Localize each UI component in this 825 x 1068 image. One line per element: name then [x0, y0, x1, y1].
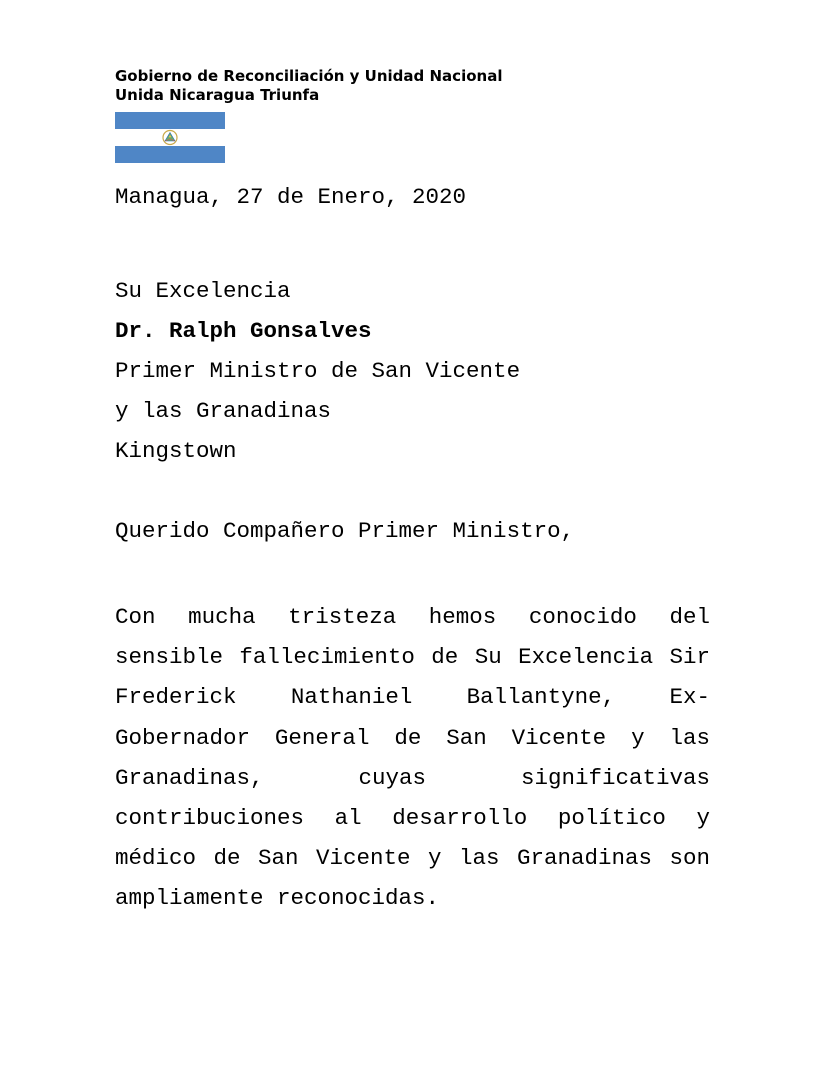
nicaragua-flag-icon	[115, 112, 225, 163]
recipient-city: Kingstown	[115, 438, 237, 464]
salutation: Querido Compañero Primer Ministro,	[115, 518, 575, 544]
letterhead	[115, 67, 502, 105]
body-paragraph: Con mucha tristeza hemos conocido del sensible fallecimiento de Su Excelencia Sir Frederick Nathaniel Ballantyne, Ex-Gobernador General de San Vicente y las Granadinas, cuyas significativas contribuciones al desarrollo político y médico de San Vicente y las Granadinas son ampliamente reconocidas.	[115, 604, 710, 912]
recipient-block	[115, 277, 520, 477]
recipient-honorific: Su Excelencia	[115, 278, 291, 304]
recipient-name: Dr. Ralph Gonsalves	[115, 318, 372, 344]
letter-date: Managua, 27 de Enero, 2020	[115, 184, 467, 210]
letterhead-slogan: Unida Nicaragua Triunfa	[115, 86, 320, 104]
recipient-title-line2: y las Granadinas	[115, 398, 332, 424]
recipient-title-line1: Primer Ministro de San Vicente	[115, 358, 521, 384]
letterhead-government-name: Gobierno de Reconciliación y Unidad Nacional	[115, 67, 503, 85]
